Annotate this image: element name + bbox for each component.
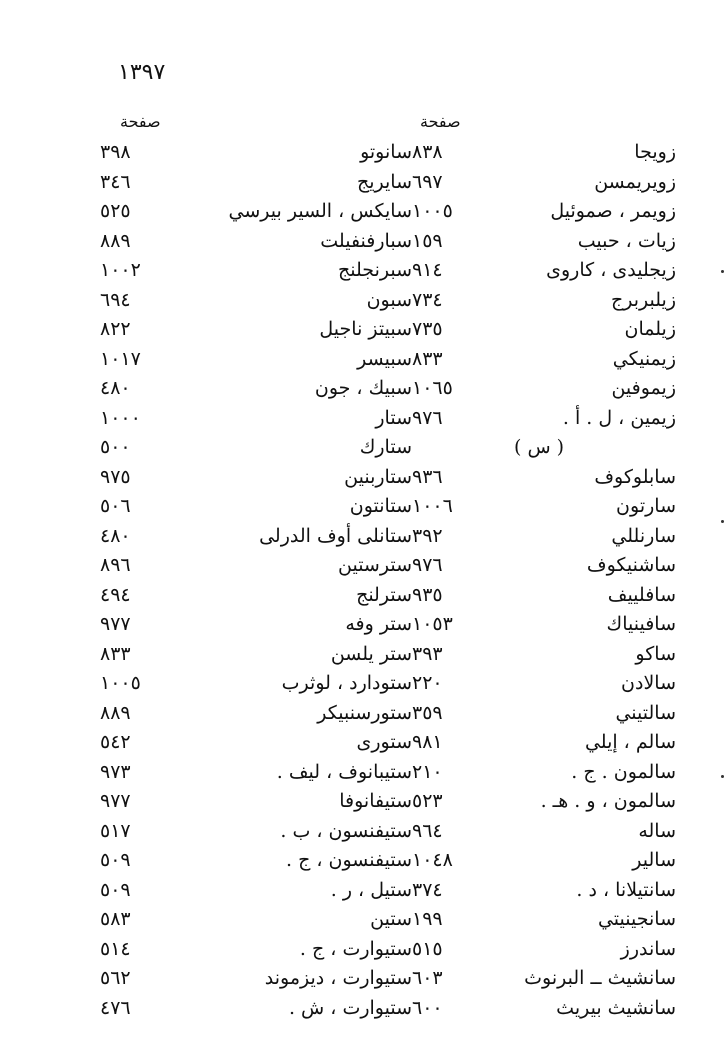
right-entry-name: سافلييف xyxy=(607,583,676,606)
right-page-number: ٨٣٨ xyxy=(412,141,443,164)
right-column-page-header: صفحة xyxy=(420,112,461,131)
left-entry-name: ستارك xyxy=(359,436,412,459)
left-column-page-header: صفحة xyxy=(120,112,161,131)
index-row xyxy=(100,669,676,699)
right-page-number: ٦٩٧ xyxy=(412,170,443,193)
right-entry-name: سالادن xyxy=(621,672,676,695)
right-page-number: ٩٣٥ xyxy=(412,583,443,606)
left-page-number: ٥٠٦ xyxy=(100,495,131,518)
right-entry-name: سالمون ، و . هـ . xyxy=(540,790,676,813)
right-page-number xyxy=(412,433,496,463)
left-entry-name: ستيوارت ، ديزموند xyxy=(264,967,412,990)
left-page-number: ٥٠٩ xyxy=(100,849,131,872)
left-page-number: ٥٨٣ xyxy=(100,908,131,931)
right-page-number: ٩٨١ xyxy=(412,731,443,754)
index-row xyxy=(100,964,676,994)
index-row xyxy=(100,610,676,640)
right-page-number: ٦٠٠ xyxy=(412,996,443,1019)
right-page-number: ١٠٥٣ xyxy=(412,613,453,636)
index-row xyxy=(100,581,676,611)
right-entry-name: سانتيلانا ، د . xyxy=(576,878,676,901)
right-entry-name: سالم ، إيلي xyxy=(584,731,676,754)
index-row xyxy=(100,699,676,729)
left-page-number: ٤٧٦ xyxy=(100,996,131,1019)
left-page-number: ٨٨٩ xyxy=(100,229,131,252)
left-entry-name: سترستين xyxy=(338,554,412,577)
left-page-number: ٦٩٤ xyxy=(100,288,131,311)
right-page-number: ٢٢٠ xyxy=(412,672,443,695)
right-page-number: ١٠٠٦ xyxy=(412,495,453,518)
right-entry-name: ساكو xyxy=(635,642,676,665)
right-page-number: ٧٣٥ xyxy=(412,318,443,341)
right-page-number: ٩٦٤ xyxy=(412,819,443,842)
left-entry-name: ستورسنبيكر xyxy=(317,701,412,724)
section-header: ( س ) xyxy=(514,436,565,459)
left-page-number: ٤٨٠ xyxy=(100,377,131,400)
left-entry-name: ستر يلسن xyxy=(330,642,412,665)
left-page-number: ٥١٧ xyxy=(100,819,131,842)
margin-dot xyxy=(721,775,724,778)
right-entry-name: سالتيني xyxy=(615,701,676,724)
left-page-number: ٨٩٦ xyxy=(100,554,131,577)
right-entry-name: سانشيث ــ البرنوث xyxy=(524,967,676,990)
right-page-number: ٦٠٣ xyxy=(412,967,443,990)
margin-dot xyxy=(721,270,724,273)
left-entry-name: سترلنج xyxy=(356,583,412,606)
right-page-number: ٩١٤ xyxy=(412,259,443,282)
right-page-number: ٣٩٢ xyxy=(412,524,443,547)
index-row xyxy=(100,227,676,257)
left-entry-name: سايكس ، السير بيرسي xyxy=(228,200,412,223)
right-entry-name: سارتون xyxy=(616,495,676,518)
left-entry-name: ستار xyxy=(375,406,412,429)
index-row xyxy=(100,522,676,552)
index-row xyxy=(100,492,676,522)
index-table xyxy=(100,138,676,1023)
left-page-number: ٥٢٥ xyxy=(100,200,131,223)
right-entry-name: سالمون . ج . xyxy=(571,760,676,783)
index-row xyxy=(100,345,676,375)
index-row xyxy=(100,433,676,463)
index-row xyxy=(100,817,676,847)
right-entry-name: زيلبربرج xyxy=(610,288,676,311)
left-entry-name: ستين xyxy=(370,908,412,931)
index-row xyxy=(100,935,676,965)
left-page-number: ٩٧٧ xyxy=(100,790,131,813)
right-page-number: ١٠٠٥ xyxy=(412,200,453,223)
left-entry-name: سبيك ، جون xyxy=(314,377,412,400)
left-page-number: ٥٠٩ xyxy=(100,878,131,901)
left-entry-name: سبيتز ناجيل xyxy=(319,318,412,341)
index-row xyxy=(100,404,676,434)
left-page-number: ٨٢٢ xyxy=(100,318,131,341)
left-entry-name: سبرنجلنج xyxy=(338,259,412,282)
index-row xyxy=(100,286,676,316)
index-row xyxy=(100,374,676,404)
left-page-number: ٥١٤ xyxy=(100,937,131,960)
left-entry-name: ستيفانوفا xyxy=(339,790,412,813)
left-entry-name: ستيبانوف ، ليف . xyxy=(276,760,412,783)
right-page-number: ٣٩٣ xyxy=(412,642,443,665)
left-page-number: ٨٣٣ xyxy=(100,642,131,665)
right-entry-name: زيمنيكي xyxy=(612,347,676,370)
left-page-number: ٥٦٢ xyxy=(100,967,131,990)
right-entry-name: ساشنيكوف xyxy=(586,554,676,577)
left-page-number: ٨٨٩ xyxy=(100,701,131,724)
left-entry-name: ستيفنسون ، ب . xyxy=(280,819,412,842)
left-entry-name: ستيل ، ر . xyxy=(330,878,412,901)
index-row xyxy=(100,905,676,935)
right-entry-name: زويريمسن xyxy=(594,170,676,193)
left-entry-name: ستاربنين xyxy=(344,465,412,488)
index-row xyxy=(100,315,676,345)
left-entry-name: سبون xyxy=(366,288,412,311)
left-page-number: ١٠٠٢ xyxy=(100,259,141,282)
left-entry-name: سبيسر xyxy=(357,347,412,370)
right-entry-name: سانجينيتي xyxy=(597,908,676,931)
index-row xyxy=(100,640,676,670)
index-row xyxy=(100,551,676,581)
left-page-number: ١٠٠٥ xyxy=(100,672,141,695)
right-entry-name: سافينياك xyxy=(606,613,676,636)
left-entry-name: ستيوارت ، ج . xyxy=(299,937,412,960)
right-entry-name: زويجا xyxy=(634,141,676,164)
right-entry-name: سانشيث بيريث xyxy=(556,996,676,1019)
index-row xyxy=(100,846,676,876)
left-page-number: ١٠١٧ xyxy=(100,347,141,370)
left-page-number: ٩٧٧ xyxy=(100,613,131,636)
left-page-number: ٣٤٦ xyxy=(100,170,131,193)
left-entry-name: ستر وفه xyxy=(345,613,412,636)
index-row xyxy=(100,138,676,168)
right-page-number: ١٩٩ xyxy=(412,908,443,931)
right-entry-name: زيموفين xyxy=(611,377,676,400)
left-page-number: ٣٩٨ xyxy=(100,141,131,164)
right-page-number: ٩٧٦ xyxy=(412,554,443,577)
left-entry-name: ستيوارت ، ش . xyxy=(288,996,412,1019)
index-row xyxy=(100,168,676,198)
left-entry-name: ستودارد ، لوثرب xyxy=(281,672,412,695)
right-page-number: ٥٢٣ xyxy=(412,790,443,813)
page-number: ١٣٩٧ xyxy=(118,60,166,85)
right-page-number: ٣٧٤ xyxy=(412,878,443,901)
right-entry-name: سابلوكوف xyxy=(594,465,676,488)
left-entry-name: سانوتو xyxy=(360,141,412,164)
index-row xyxy=(100,256,676,286)
index-row xyxy=(100,463,676,493)
right-page-number: ٣٥٩ xyxy=(412,701,443,724)
right-entry-name: زيجليدى ، كاروى xyxy=(546,259,676,282)
right-entry-name: ساله xyxy=(638,819,676,842)
right-entry-name: زيلمان xyxy=(624,318,676,341)
right-page-number: ٧٣٤ xyxy=(412,288,443,311)
right-page-number: ١٠٤٨ xyxy=(412,849,453,872)
left-entry-name: ستورى xyxy=(356,731,412,754)
index-row xyxy=(100,787,676,817)
index-row xyxy=(100,197,676,227)
left-page-number: ١٠٠٠ xyxy=(100,406,141,429)
index-row xyxy=(100,728,676,758)
right-entry-name: سالير xyxy=(632,849,676,872)
right-entry-name: زيمين ، ل . أ . xyxy=(562,406,676,429)
margin-dot xyxy=(721,520,724,523)
right-page-number: ٩٧٦ xyxy=(412,406,443,429)
left-entry-name: سبارفنفيلت xyxy=(320,229,412,252)
left-page-number: ٩٧٥ xyxy=(100,465,131,488)
right-page-number: ١٥٩ xyxy=(412,229,443,252)
right-entry-name: زويمر ، صموئيل xyxy=(550,200,676,223)
index-row xyxy=(100,758,676,788)
index-row xyxy=(100,994,676,1024)
right-page-number: ١٠٦٥ xyxy=(412,377,453,400)
index-body xyxy=(100,138,676,1023)
left-entry-name: ستانتون xyxy=(349,495,412,518)
left-page-number: ٥٠٠ xyxy=(100,436,131,459)
index-row xyxy=(100,876,676,906)
right-page-number: ٢١٠ xyxy=(412,760,443,783)
left-entry-name: ستيفنسون ، ج . xyxy=(285,849,412,872)
right-entry-name: سارنللي xyxy=(611,524,676,547)
left-page-number: ٩٧٣ xyxy=(100,760,131,783)
right-page-number: ٩٣٦ xyxy=(412,465,443,488)
left-page-number: ٥٤٢ xyxy=(100,731,131,754)
left-entry-name: ستانلى أوف الدرلى xyxy=(259,524,412,547)
right-entry-name: زيات ، حبيب xyxy=(577,229,676,252)
left-page-number: ٤٨٠ xyxy=(100,524,131,547)
right-page-number: ٥١٥ xyxy=(412,937,443,960)
right-entry-name: ساندرز xyxy=(620,937,676,960)
right-page-number: ٨٣٣ xyxy=(412,347,443,370)
left-page-number: ٤٩٤ xyxy=(100,583,131,606)
left-entry-name: سايريج xyxy=(356,170,412,193)
